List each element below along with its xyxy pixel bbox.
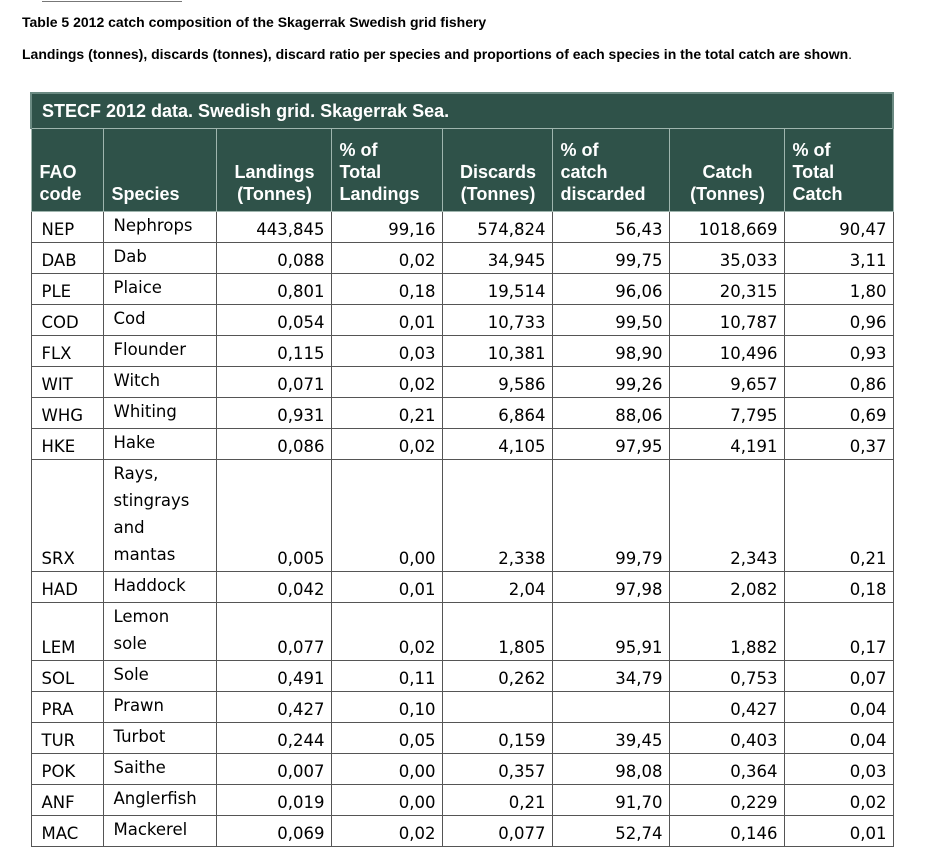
header-pct-total-catch-line: % of: [792, 140, 831, 160]
fao-code-cell: MAC: [31, 816, 103, 847]
species-cell: [103, 429, 216, 460]
species-cell: [103, 603, 216, 661]
header-discards-line: (Tonnes): [460, 184, 536, 204]
description-end: .: [848, 46, 853, 62]
pct-landings-cell: 0,02: [331, 367, 442, 398]
catch-cell: 2,082: [669, 572, 784, 603]
catch-cell: 0,229: [669, 785, 784, 816]
pct-catch-cell: 0,03: [784, 754, 893, 785]
landings-cell: 0,069: [216, 816, 331, 847]
pct-landings-cell: 0,10: [331, 692, 442, 723]
landings-cell: 0,491: [216, 661, 331, 692]
table-row: [31, 816, 893, 847]
catch-cell: 1,882: [669, 603, 784, 661]
fao-code-cell: HKE: [31, 429, 103, 460]
discards-cell: 0,357: [442, 754, 552, 785]
discards-cell: 6,864: [442, 398, 552, 429]
pct-catch-cell: 0,93: [784, 336, 893, 367]
catch-cell: 0,364: [669, 754, 784, 785]
discards-cell: 2,338: [442, 460, 552, 572]
header-pct-catch-discarded-line: catch: [560, 162, 608, 182]
fao-code-cell: HAD: [31, 572, 103, 603]
header-fao-code-line: FAO: [39, 162, 77, 182]
landings-cell: 0,071: [216, 367, 331, 398]
pct-discarded-cell: 96,06: [552, 274, 669, 305]
discards-cell: 9,586: [442, 367, 552, 398]
fao-code-cell: PLE: [31, 274, 103, 305]
pct-catch-cell: 0,04: [784, 692, 893, 723]
table-body: [31, 93, 893, 847]
fao-code-cell: PRA: [31, 692, 103, 723]
pct-landings-cell: 0,00: [331, 785, 442, 816]
pct-landings-cell: 0,01: [331, 572, 442, 603]
pct-discarded-cell: 98,08: [552, 754, 669, 785]
discards-cell: 2,04: [442, 572, 552, 603]
pct-discarded-cell: 52,74: [552, 816, 669, 847]
pct-landings-cell: 99,16: [331, 212, 442, 243]
pct-landings-cell: 0,11: [331, 661, 442, 692]
table-row: [31, 398, 893, 429]
species-cell: [103, 243, 216, 274]
table-row: [31, 243, 893, 274]
fao-code-cell: FLX: [31, 336, 103, 367]
species-line: Turbot: [113, 727, 166, 746]
header-landings-line: Landings: [234, 162, 315, 182]
pct-discarded-cell: 99,26: [552, 367, 669, 398]
discards-cell: 34,945: [442, 243, 552, 274]
table-title-row: [31, 93, 893, 129]
pct-landings-cell: 0,05: [331, 723, 442, 754]
pct-catch-cell: 0,18: [784, 572, 893, 603]
pct-landings-cell: 0,02: [331, 429, 442, 460]
discards-cell: 0,077: [442, 816, 552, 847]
table-description: [22, 46, 932, 63]
header-pct-catch-discarded-line: % of: [560, 140, 599, 160]
species-line: Nephrops: [113, 216, 193, 235]
discards-cell: 0,159: [442, 723, 552, 754]
fao-code-cell: LEM: [31, 603, 103, 661]
pct-catch-cell: 90,47: [784, 212, 893, 243]
table-caption: Table 5 2012 catch composition of the Skagerrak Swedish grid fishery: [22, 14, 487, 30]
pct-landings-cell: 0,00: [331, 460, 442, 572]
pct-catch-cell: 0,07: [784, 661, 893, 692]
catch-composition-table: [30, 92, 894, 847]
discards-cell: 0,21: [442, 785, 552, 816]
pct-catch-cell: 0,21: [784, 460, 893, 572]
table-row: [31, 212, 893, 243]
species-line: stingrays: [113, 491, 190, 510]
catch-cell: 4,191: [669, 429, 784, 460]
table-row: [31, 274, 893, 305]
species-line: and: [113, 518, 145, 537]
species-cell: [103, 692, 216, 723]
discards-cell: 10,733: [442, 305, 552, 336]
species-line: Whiting: [113, 402, 177, 421]
species-cell: [103, 723, 216, 754]
header-species-line: Species: [111, 184, 180, 204]
pct-catch-cell: 0,86: [784, 367, 893, 398]
catch-cell: 9,657: [669, 367, 784, 398]
header-pct-total-catch-line: Catch: [792, 184, 843, 204]
header-pct-total-catch-line: Total: [792, 162, 835, 182]
pct-catch-cell: 0,69: [784, 398, 893, 429]
landings-cell: 0,005: [216, 460, 331, 572]
table-row: [31, 305, 893, 336]
header-fao-code: [31, 129, 103, 212]
header-species: [103, 129, 216, 212]
landings-cell: 443,845: [216, 212, 331, 243]
landings-cell: 0,427: [216, 692, 331, 723]
catch-cell: 0,427: [669, 692, 784, 723]
landings-cell: 0,019: [216, 785, 331, 816]
pct-discarded-cell: 91,70: [552, 785, 669, 816]
pct-discarded-cell: 99,50: [552, 305, 669, 336]
species-line: Hake: [113, 433, 156, 452]
catch-cell: 10,787: [669, 305, 784, 336]
pct-discarded-cell: 39,45: [552, 723, 669, 754]
pct-catch-cell: 0,01: [784, 816, 893, 847]
pct-discarded-cell: 97,98: [552, 572, 669, 603]
pct-landings-cell: 0,02: [331, 816, 442, 847]
header-pct-total-landings-line: Total: [339, 162, 382, 182]
pct-landings-cell: 0,02: [331, 603, 442, 661]
fao-code-cell: WHG: [31, 398, 103, 429]
species-line: Prawn: [113, 696, 165, 715]
table-row: [31, 460, 893, 572]
species-line: Dab: [113, 247, 147, 266]
header-pct-catch-discarded-line: discarded: [560, 184, 646, 204]
header-pct-total-landings-line: Landings: [339, 184, 420, 204]
table-row: [31, 661, 893, 692]
landings-cell: 0,088: [216, 243, 331, 274]
pct-catch-cell: 0,96: [784, 305, 893, 336]
pct-discarded-cell: 95,91: [552, 603, 669, 661]
fao-code-cell: COD: [31, 305, 103, 336]
pct-discarded-cell: 56,43: [552, 212, 669, 243]
table-title: STECF 2012 data. Swedish grid. Skagerrak Sea.: [31, 93, 893, 129]
header-catch-line: (Tonnes): [690, 184, 765, 204]
fao-code-cell: NEP: [31, 212, 103, 243]
description-text: Landings (tonnes), discards (tonnes), discard ratio per species and proportions of each species in the total catch are shown: [22, 46, 849, 62]
species-cell: [103, 661, 216, 692]
header-pct-total-landings-line: % of: [339, 140, 378, 160]
species-line: Anglerfish: [113, 789, 197, 808]
species-line: mantas: [113, 545, 176, 564]
column-header-row: [31, 129, 893, 212]
pct-catch-cell: 0,17: [784, 603, 893, 661]
header-catch-line: Catch: [702, 162, 753, 182]
table-row: [31, 603, 893, 661]
species-cell: [103, 398, 216, 429]
pct-landings-cell: 0,02: [331, 243, 442, 274]
fao-code-cell: SOL: [31, 661, 103, 692]
discards-cell: 574,824: [442, 212, 552, 243]
catch-cell: 20,315: [669, 274, 784, 305]
table-row: [31, 367, 893, 398]
species-line: Haddock: [113, 576, 186, 595]
species-line: Witch: [113, 371, 161, 390]
species-cell: [103, 460, 216, 572]
landings-cell: 0,115: [216, 336, 331, 367]
discards-cell: 4,105: [442, 429, 552, 460]
catch-cell: 2,343: [669, 460, 784, 572]
pct-discarded-cell: [552, 692, 669, 723]
pct-discarded-cell: 99,75: [552, 243, 669, 274]
pct-landings-cell: 0,03: [331, 336, 442, 367]
header-landings: [216, 129, 331, 212]
discards-cell: 19,514: [442, 274, 552, 305]
table-row: [31, 723, 893, 754]
fao-code-cell: ANF: [31, 785, 103, 816]
catch-cell: 1018,669: [669, 212, 784, 243]
pct-catch-cell: 1,80: [784, 274, 893, 305]
table-row: [31, 754, 893, 785]
species-cell: [103, 367, 216, 398]
discards-cell: [442, 692, 552, 723]
pct-discarded-cell: 99,79: [552, 460, 669, 572]
table-row: [31, 572, 893, 603]
landings-cell: 0,054: [216, 305, 331, 336]
pct-landings-cell: 0,01: [331, 305, 442, 336]
species-cell: [103, 572, 216, 603]
discards-cell: 0,262: [442, 661, 552, 692]
catch-cell: 7,795: [669, 398, 784, 429]
pct-discarded-cell: 98,90: [552, 336, 669, 367]
header-pct-total-catch: [784, 129, 893, 212]
catch-cell: 35,033: [669, 243, 784, 274]
species-cell: [103, 785, 216, 816]
pct-catch-cell: 0,37: [784, 429, 893, 460]
catch-cell: 0,146: [669, 816, 784, 847]
landings-cell: 0,086: [216, 429, 331, 460]
discards-cell: 10,381: [442, 336, 552, 367]
header-landings-line: (Tonnes): [237, 184, 312, 204]
fao-code-cell: DAB: [31, 243, 103, 274]
header-catch: [669, 129, 784, 212]
header-pct-catch-discarded: [552, 129, 669, 212]
pct-discarded-cell: 88,06: [552, 398, 669, 429]
header-fao-code-line: code: [39, 184, 82, 204]
catch-cell: 0,753: [669, 661, 784, 692]
pct-discarded-cell: 97,95: [552, 429, 669, 460]
landings-cell: 0,244: [216, 723, 331, 754]
header-pct-total-landings: [331, 129, 442, 212]
species-line: Cod: [113, 309, 146, 328]
species-line: Mackerel: [113, 820, 188, 839]
pct-discarded-cell: 34,79: [552, 661, 669, 692]
landings-cell: 0,077: [216, 603, 331, 661]
catch-cell: 10,496: [669, 336, 784, 367]
species-line: Lemon: [113, 607, 170, 626]
species-cell: [103, 754, 216, 785]
species-line: Saithe: [113, 758, 166, 777]
pct-landings-cell: 0,18: [331, 274, 442, 305]
species-cell: [103, 336, 216, 367]
species-cell: [103, 816, 216, 847]
table-row: [31, 785, 893, 816]
header-discards: [442, 129, 552, 212]
landings-cell: 0,042: [216, 572, 331, 603]
species-line: Flounder: [113, 340, 186, 359]
pct-landings-cell: 0,21: [331, 398, 442, 429]
pct-catch-cell: 3,11: [784, 243, 893, 274]
species-line: Plaice: [113, 278, 162, 297]
species-line: Rays,: [113, 464, 159, 483]
fao-code-cell: TUR: [31, 723, 103, 754]
species-cell: [103, 305, 216, 336]
species-cell: [103, 274, 216, 305]
table-row: [31, 336, 893, 367]
species-line: sole: [113, 634, 147, 653]
table-row: [31, 692, 893, 723]
discards-cell: 1,805: [442, 603, 552, 661]
table-row: [31, 429, 893, 460]
landings-cell: 0,007: [216, 754, 331, 785]
pct-landings-cell: 0,00: [331, 754, 442, 785]
fao-code-cell: SRX: [31, 460, 103, 572]
landings-cell: 0,801: [216, 274, 331, 305]
pct-catch-cell: 0,04: [784, 723, 893, 754]
catch-cell: 0,403: [669, 723, 784, 754]
landings-cell: 0,931: [216, 398, 331, 429]
fao-code-cell: WIT: [31, 367, 103, 398]
fao-code-cell: POK: [31, 754, 103, 785]
species-cell: [103, 212, 216, 243]
previous-page-rule: [22, 0, 202, 4]
pct-catch-cell: 0,02: [784, 785, 893, 816]
header-discards-line: Discards: [459, 162, 537, 182]
species-line: Sole: [113, 665, 149, 684]
